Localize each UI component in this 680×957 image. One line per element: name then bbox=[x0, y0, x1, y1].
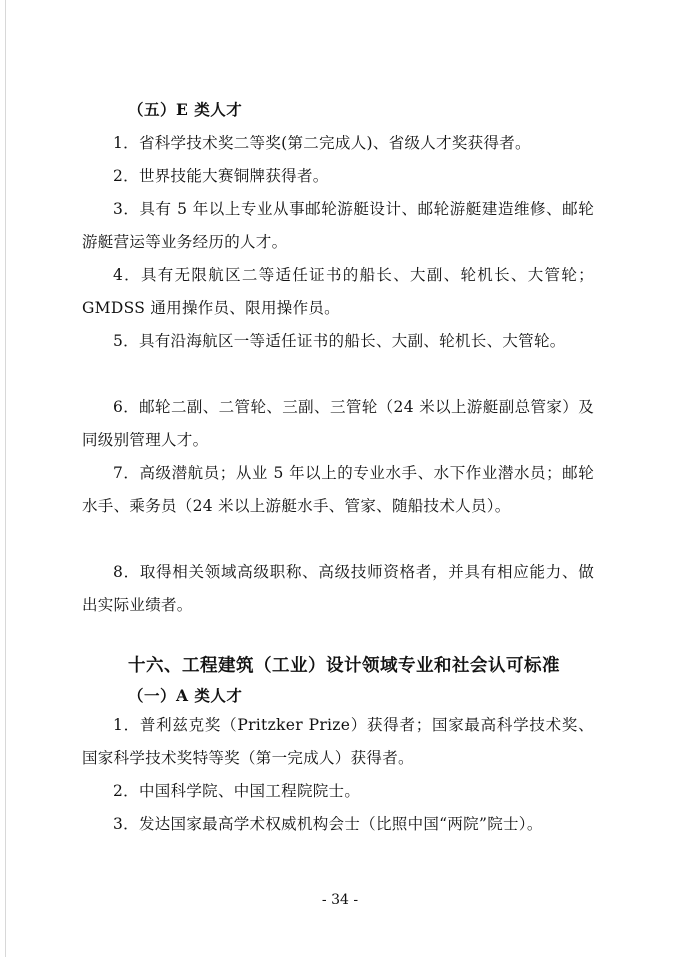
page-number: - 34 - bbox=[321, 892, 359, 908]
e-item-4: 4．具有无限航区二等适任证书的船长、大副、轮机长、大管轮；GMDSS 通用操作员、限用操作员。 bbox=[82, 266, 594, 317]
e-item-3: 3．具有 5 年以上专业从事邮轮游艇设计、邮轮游艇建造维修、邮轮游艇营运等业务经历的人才。 bbox=[82, 200, 594, 251]
section-16-title: 十六、工程建筑（工业）设计领域专业和社会认可标准 bbox=[128, 656, 560, 676]
a-item-1: 1．普利兹克奖（Pritzker Prize）获得者；国家最高科学技术奖、国家科学技术奖特等奖（第一完成人）获得者。 bbox=[82, 716, 594, 767]
e-item-1: 1．省科学技术奖二等奖(第二完成人)、省级人才奖获得者。 bbox=[113, 134, 531, 152]
a-item-2: 2．中国科学院、中国工程院院士。 bbox=[113, 782, 361, 800]
e-item-8: 8．取得相关领域高级职称、高级技师资格者，并具有相应能力、做出实际业绩者。 bbox=[82, 563, 594, 614]
e-item-7: 7．高级潜航员；从业 5 年以上的专业水手、水下作业潜水员；邮轮水手、乘务员（24 米以上游艇水手、管家、随船技术人员）。 bbox=[82, 464, 594, 515]
section-16-subheading: （一）A 类人才 bbox=[128, 686, 243, 705]
section-e-heading: （五）E 类人才 bbox=[128, 100, 243, 119]
e-item-5: 5．具有沿海航区一等适任证书的船长、大副、轮机长、大管轮。 bbox=[113, 332, 566, 350]
scan-edge-line bbox=[5, 0, 6, 957]
e-item-2: 2．世界技能大赛铜牌获得者。 bbox=[113, 167, 329, 185]
e-item-6: 6．邮轮二副、二管轮、三副、三管轮（24 米以上游艇副总管家）及同级别管理人才。 bbox=[82, 398, 594, 449]
a-item-3: 3．发达国家最高学术权威机构会士（比照中国“两院”院士）。 bbox=[113, 815, 543, 833]
